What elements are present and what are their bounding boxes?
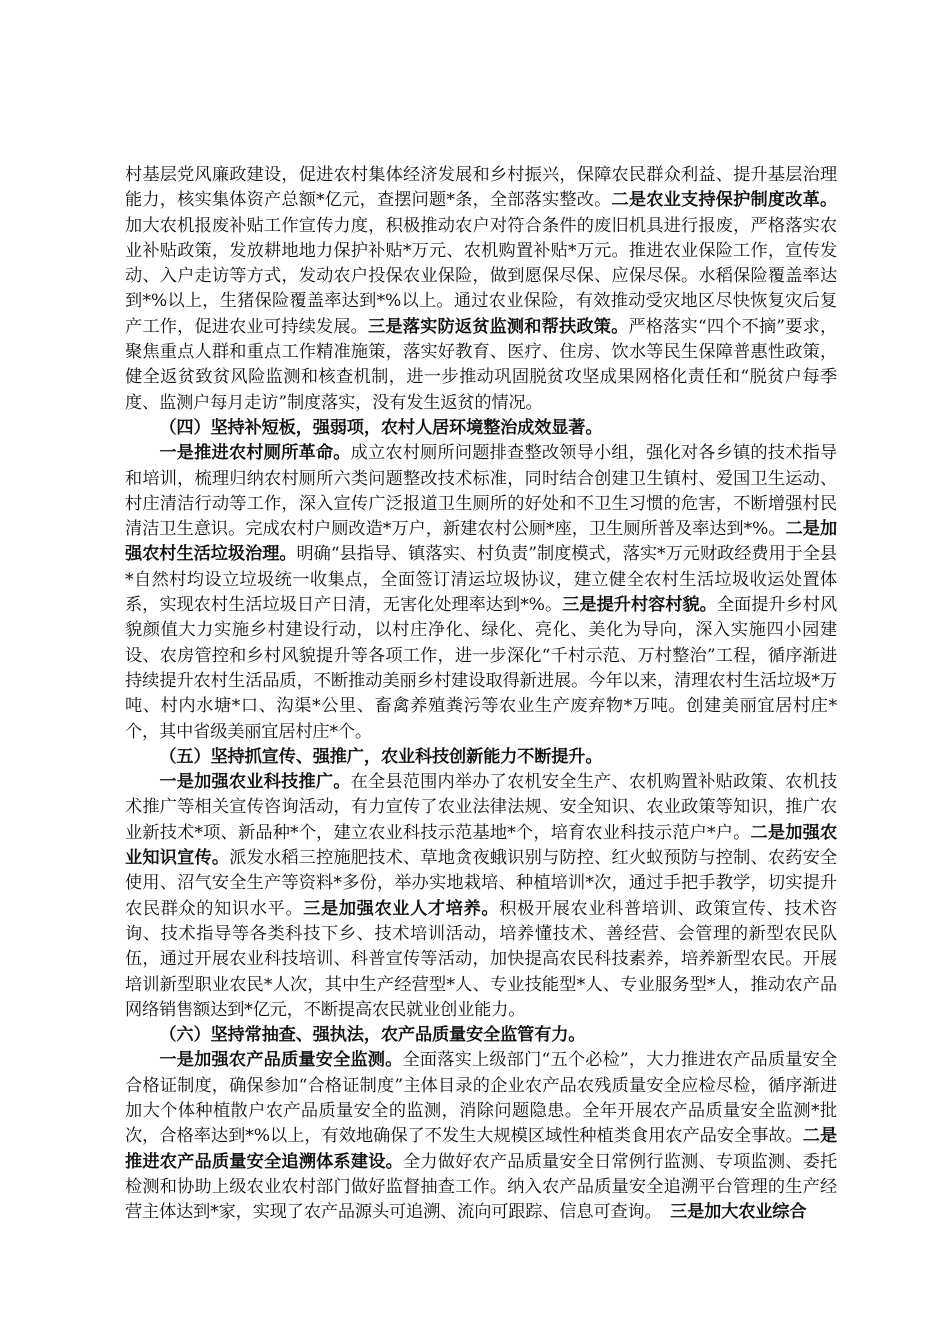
body-text [653,1202,670,1222]
body-text: 积极开展农业科普培训、政策宣传、技术咨询、技术指导等各类科技下乡、技术培训活动，培养懂技术、善经营、会管理的新型农民队伍，通过开展农业科技培训、科普宣传等活动，加快提高农民科技素养，培养新型农民。开展培训新型职业农民*人次，其中生产经营型*人、专业技能型*人、专业服务型*人，推动农产品网络销售额达到*亿元，不断提高农民就业创业能力。 [125,898,837,1020]
bold-lead: 一是加强农产品质量安全监测。 [159,1050,403,1071]
body-text: 全面提升乡村风貌颜值大力实施乡村建设行动，以村庄净化、绿化、亮化、美化为导向，深入实施四小园建设、农房管控和乡村风貌提升等各项工作，进一步深化“千村示范、万村整治”工程，循序渐进持续提升农村生活品质，不断推动美丽乡村建设取得新进展。今年以来，清理农村生活垃圾*万吨、村内水塘*口、沟渠*公里、畜禽养殖粪污等农业生产废弃物*万吨。创建美丽宜居村庄*个，其中省级美丽宜居村庄*个。 [125,595,838,742]
section-heading-5: （五）坚持抓宣传、强推广，农业科技创新能力不断提升。 [159,746,603,767]
bold-lead: 三是提升村容村貌。 [562,595,717,616]
body-text: 派发水稻三控施肥技术、草地贪夜蛾识别与防控、红火蚁预防与控制、农药安全使用、沼气安全生产等资料*多份，举办实地栽培、种植培训*次，通过手把手教学，切实提升农民群众的知识水平。 [125,848,837,919]
body-text: 全力做好农产品质量安全日常例行监测、专项监测、委托检测和协助上级农业农村部门做好监督抽查工作。纳入农产品质量安全追溯平台管理的生产经营主体达到*家，实现了农产品源头可追溯、流向可跟踪、信息可查询。 [125,1151,837,1223]
section-heading-6: （六）坚持常抽查、强执法，农产品质量安全监管有力。 [159,1025,586,1046]
paragraph-section-6 [125,1048,837,1225]
bold-lead: 二是农业支持保护制度改革。 [611,190,837,211]
bold-lead: 二是推进农产品质量安全追溯体系建设。 [125,1126,838,1172]
bold-lead: 三是加大农业综合 [670,1202,807,1223]
bold-lead: 一是推进农村厕所革命。 [159,443,351,464]
bold-lead: 三是落实防返贫监测和帮扶政策。 [368,316,629,337]
body-text: 严格落实“四个不摘”要求，聚焦重点人群和重点工作精准施策，落实好教育、医疗、住房、饮水等民生保障普惠性政策，健全返贫致贫风险监测和核查机制，进一步推动巩固脱贫攻坚成果网格化责任和“脱贫户每季度、监测户每月走访”制度落实，没有发生返贫的情况。 [125,316,838,413]
body-text: 在全县范围内举办了农机安全生产、农机购置补贴政策、农机技术推广等相关宣传咨询活动，有力宣传了农业法律法规、安全知识、农业政策等知识，推广农业新技术*项、新品种*个，建立农业科技示范基地*个，培育农业科技示范户*户。 [125,772,837,843]
bold-lead: 一是加强农业科技推广。 [159,772,351,793]
body-text: 村基层党风廉政建设，促进农村集体经济发展和乡村振兴，保障农民群众利益、提升基层治理能力，核实集体资产总额*亿元，查摆问题*条，全部落实整改。 [125,165,837,211]
body-text: 全面落实上级部门“五个必检”，大力推进农产品质量安全合格证制度，确保参加“合格证制度”主体目录的企业农产品农残质量安全应检尽检，循序渐进加大个体种植散户农产品质量安全的监测，消除问题隐患。全年开展农产品质量安全监测*批次，合格率达到*%以上，有效地确保了不发生大规模区域性种植类食用农产品安全事故。 [125,1050,837,1147]
paragraph-intro [125,163,837,416]
body-text: 明确“县指导、镇落实、村负责”制度模式，落实*万元财政经费用于全县*自然村均设立垃圾统一收集点，全面签订清运垃圾协议，建立健全农村生活垃圾收运处置体系，实现农村生活垃圾日产日清，无害化处理率达到*%。 [125,544,837,616]
bold-lead: 二是加强农业知识宣传。 [125,822,837,869]
paragraph-section-5 [125,770,837,1023]
bold-lead: 二是加强农村生活垃圾治理。 [125,519,837,565]
body-text: 加大农机报废补贴工作宣传力度，积极推动农户对符合条件的废旧机具进行报废，严格落实农业补贴政策，发放耕地地力保护补贴*万元、农机购置补贴*万元。推进农业保险工作，宣传发动、入户走访等方式，发动农户投保农业保险，做到愿保尽保、应保尽保。水稻保险覆盖率达到*%以上，生猪保险覆盖率达到*%以上。通过农业保险，有效推动受灾地区尽快恢复灾后复产工作，促进农业可持续发展。 [125,215,837,337]
bold-lead: 三是加强农业人才培养。 [303,898,500,919]
body-text: 成立农村厕所问题排查整改领导小组，强化对各乡镇的技术指导和培训，梳理归纳农村厕所六类问题整改技术标准，同时结合创建卫生镇村、爱国卫生运动、村庄清洁行动等工作，深入宣传广泛报道卫生厕所的好处和不卫生习惯的危害，不断增强村民清洁卫生意识。完成农村户厕改造*万户，新建农村公厕*座，卫生厕所普及率达到*%。 [125,443,837,540]
paragraph-section-4 [125,441,837,745]
section-heading-4: （四）坚持补短板，强弱项，农村人居环境整治成效显著。 [159,417,603,438]
document-page [125,163,837,1225]
